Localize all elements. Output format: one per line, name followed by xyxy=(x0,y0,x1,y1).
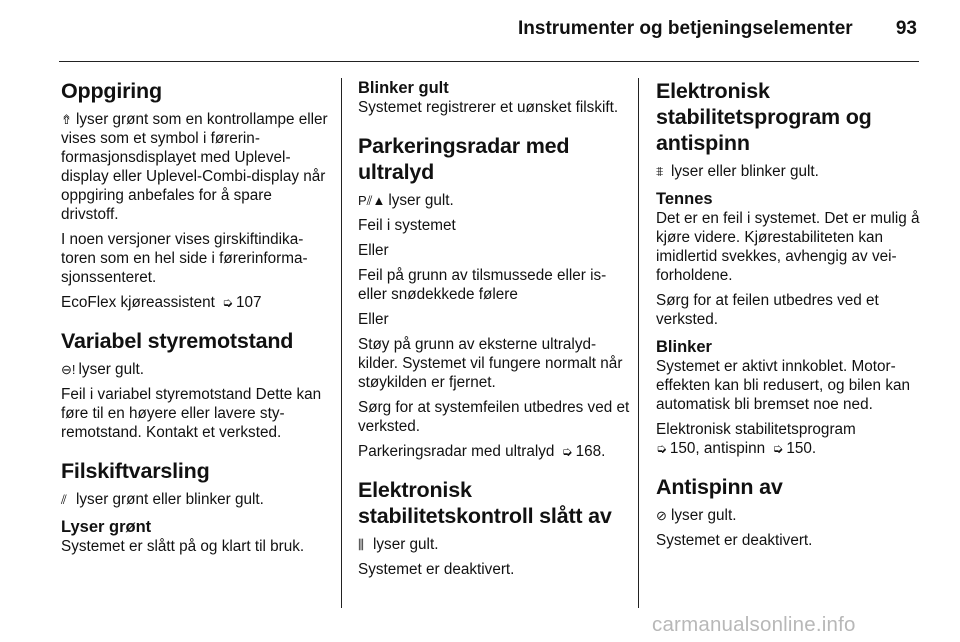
paragraph: Støy på grunn av eksterne ultralydkilder. Systemet vil fungere normalt når støykilden er fjernet. xyxy=(358,336,623,391)
paragraph: Sørg for at systemfeilen utbedres ved et verksted. xyxy=(358,399,630,435)
traction-control-off-icon: ⊘ xyxy=(656,508,667,523)
page-ref-arrow-icon: ➭ xyxy=(656,441,667,456)
steering-warning-icon: ⊖! xyxy=(61,362,76,377)
paragraph: Eller xyxy=(358,242,389,259)
left-column xyxy=(61,72,329,562)
page-header-title: Instrumenter og betjeningselementer xyxy=(518,18,853,39)
paragraph: Systemet er slått på og klart til bruk. xyxy=(61,538,305,555)
page-ref-arrow-icon: ➭ xyxy=(561,444,573,459)
heading-oppgiring: Oppgiring xyxy=(61,79,162,103)
paragraph: Feil i variabel styremotstand Dette kan føre til en høyere eller lavere styremotstand. Kontakt et verksted. xyxy=(61,386,322,441)
paragraph: Feil i systemet xyxy=(358,217,456,234)
header-divider xyxy=(59,61,919,62)
lane-departure-icon: ⫽ xyxy=(61,492,67,507)
heading-elektronisk-stabilitetskontroll: Elektronisk stabilitetskontroll slått av xyxy=(358,478,612,528)
parking-sensor-icon: P⫽▲ xyxy=(358,193,386,208)
esp-icon: ⩨ xyxy=(656,164,664,179)
subheading-lyser-gront: Lyser grønt xyxy=(61,518,152,536)
paragraph: ⩨ lyser eller blinker gult. xyxy=(656,163,819,180)
paragraph: EcoFlex kjøreassistent ➭ 107 xyxy=(61,294,262,311)
paragraph: ⫽ lyser grønt eller blinker gult. xyxy=(61,491,264,508)
paragraph: Det er en feil i systemet. Det er mulig å kjøre videre. Kjørestabiliteten kan imidlertid svekkes, avhengig av veiforholdene. xyxy=(656,210,920,284)
subheading-tennes: Tennes xyxy=(656,190,713,208)
paragraph: Systemet registrerer et uønsket filskift. xyxy=(358,99,619,116)
paragraph: ⊘ lyser gult. xyxy=(656,507,737,524)
column-divider-1 xyxy=(341,78,342,608)
subheading-blinker-gult: Blinker gult xyxy=(358,79,449,97)
page-number: 93 xyxy=(895,18,917,39)
paragraph: Systemet er aktivt innkoblet. Motoreffekten kan bli redusert, og bilen kan automatisk bli bremset noe ned. xyxy=(656,358,910,413)
heading-elektronisk-stabilitetsprogram: Elektronisk stabilitetsprogram og antispinn xyxy=(656,79,872,155)
paragraph: Systemet er deaktivert. xyxy=(656,532,813,549)
paragraph: Systemet er deaktivert. xyxy=(358,561,515,578)
heading-variabel-styremotstand: Variabel styremotstand xyxy=(61,329,294,353)
paragraph: ⊖! lyser gult. xyxy=(61,361,144,378)
paragraph: I noen versjoner vises girskiftindikatoren som en hel side i førerinformasjonssenteret. xyxy=(61,231,308,286)
paragraph: Eller xyxy=(358,311,389,328)
paragraph: ⇮ lyser grønt som en kontrollampe eller vises som et symbol i førerinformasjonsdisplayet med Uplevel-display eller Uplevel-Combi-display når oppgiring anbefales for å spare drivstoff. xyxy=(61,111,328,223)
paragraph: Sørg for at feilen utbedres ved et verksted. xyxy=(656,292,879,328)
heading-filskiftvarsling: Filskiftvarsling xyxy=(61,459,210,483)
page-ref-link[interactable]: 168. xyxy=(575,443,606,460)
watermark: carmanualsonline.info xyxy=(652,613,856,636)
page-ref-arrow-icon: ➭ xyxy=(222,295,234,310)
right-column xyxy=(656,72,924,556)
page-ref-link[interactable]: 150. xyxy=(786,440,817,457)
page-ref-link[interactable]: 150, antispinn xyxy=(669,440,766,457)
paragraph: Parkeringsradar med ultralyd ➭ 168. xyxy=(358,443,606,460)
heading-antispinn-av: Antispinn av xyxy=(656,475,783,499)
middle-column xyxy=(358,72,630,585)
esc-off-icon: ⫼ xyxy=(358,537,364,552)
paragraph: Feil på grunn av tilsmussede eller iseller snødekkede følere xyxy=(358,267,607,303)
column-divider-2 xyxy=(638,78,639,608)
heading-parkeringsradar: Parkeringsradar med ultralyd xyxy=(358,134,570,184)
subheading-blinker: Blinker xyxy=(656,338,712,356)
upshift-icon: ⇮ xyxy=(61,112,72,127)
page-ref-arrow-icon: ➭ xyxy=(772,441,784,456)
paragraph: Elektronisk stabilitetsprogram ➭ 150, antispinn ➭ 150. xyxy=(656,421,856,457)
paragraph: P⫽▲ lyser gult. xyxy=(358,192,454,209)
page-ref-link[interactable]: 107 xyxy=(236,294,262,311)
paragraph: ⫼ lyser gult. xyxy=(358,536,439,553)
